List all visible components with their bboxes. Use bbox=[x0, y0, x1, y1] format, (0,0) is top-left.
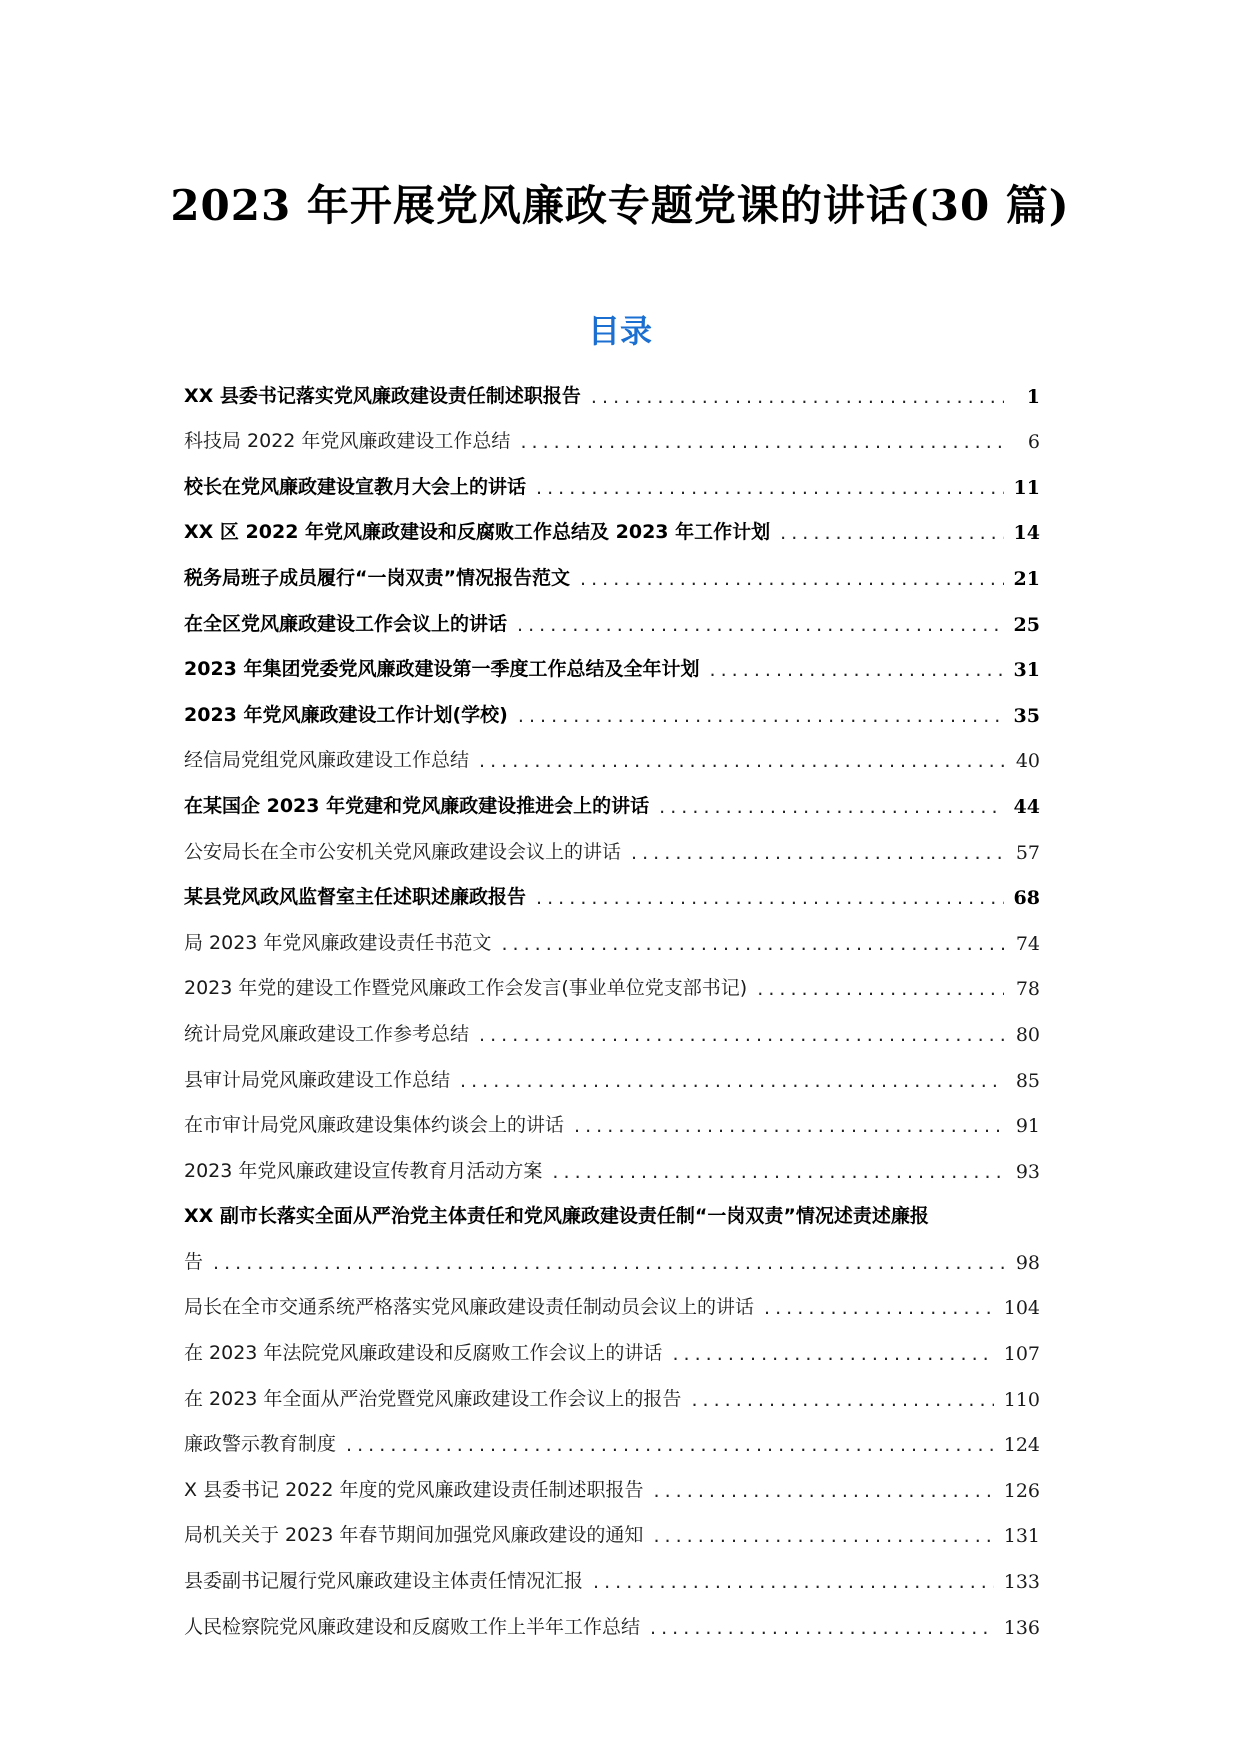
toc-leader-dots bbox=[764, 1297, 994, 1319]
toc-entry[interactable] bbox=[184, 1092, 1040, 1138]
toc-entry-title: 经信局党组党风廉政建设工作总结 bbox=[184, 749, 470, 772]
toc-entry[interactable] bbox=[184, 499, 1040, 545]
toc-page-number: 44 bbox=[1013, 795, 1040, 818]
toc-entry-title: 某县党风政风监督室主任述职述廉政报告 bbox=[184, 886, 527, 909]
toc-leader-dots bbox=[631, 842, 1004, 864]
toc-page-number: 133 bbox=[1003, 1571, 1040, 1594]
toc-page-number: 93 bbox=[1015, 1160, 1040, 1183]
toc-entry-title: 2023 年集团党委党风廉政建设第一季度工作总结及全年计划 bbox=[184, 658, 700, 681]
toc-page-number: 91 bbox=[1015, 1115, 1040, 1138]
toc-entry-title: 廉政警示教育制度 bbox=[184, 1433, 337, 1456]
toc-entry-title: 校长在党风廉政建设宣教月大会上的讲话 bbox=[184, 475, 527, 498]
toc-entry-title: 县委副书记履行党风廉政建设主体责任情况汇报 bbox=[184, 1570, 584, 1593]
toc-entry-title: 税务局班子成员履行“一岗双责”情况报告范文 bbox=[184, 566, 570, 589]
toc-entry[interactable] bbox=[184, 909, 1040, 955]
toc-entry-long-line1[interactable] bbox=[184, 1183, 1040, 1229]
toc-entry[interactable] bbox=[184, 864, 1040, 910]
toc-page-number: 68 bbox=[1013, 887, 1040, 910]
toc-entry[interactable] bbox=[184, 453, 1040, 499]
toc-page-number: 126 bbox=[1003, 1479, 1040, 1502]
toc-entry[interactable] bbox=[184, 1456, 1040, 1502]
toc-page-number: 14 bbox=[1013, 522, 1040, 545]
toc-leader-dots bbox=[593, 1571, 994, 1593]
toc-entry-title: 县审计局党风廉政建设工作总结 bbox=[184, 1068, 451, 1091]
toc-leader-dots bbox=[591, 386, 1004, 408]
document-title: 2023 年开展党风廉政专题党课的讲话(30 篇) bbox=[170, 181, 1070, 230]
toc-page-number: 110 bbox=[1003, 1388, 1040, 1411]
toc-entry-title: XX 副市长落实全面从严治党主体责任和党风廉政建设责任制“一岗双责”情况述责述廉报 bbox=[184, 1205, 929, 1228]
toc-entry-title: 在市审计局党风廉政建设集体约谈会上的讲话 bbox=[184, 1114, 565, 1137]
toc-page-number: 124 bbox=[1003, 1434, 1040, 1457]
toc-entry-title: 2023 年党风廉政建设工作计划(学校) bbox=[184, 703, 508, 726]
toc-entry[interactable] bbox=[184, 1274, 1040, 1320]
toc-page-number: 40 bbox=[1015, 750, 1040, 773]
toc-entry-title: 在 2023 年法院党风廉政建设和反腐败工作会议上的讲话 bbox=[184, 1342, 663, 1365]
toc-entry-title: 局机关关于 2023 年春节期间加强党风廉政建设的通知 bbox=[184, 1524, 644, 1547]
toc-leader-dots bbox=[580, 568, 1004, 590]
toc-leader-dots bbox=[501, 933, 1004, 955]
toc-entry-title: 在全区党风廉政建设工作会议上的讲话 bbox=[184, 612, 508, 635]
toc-leader-dots bbox=[520, 431, 1004, 453]
toc-page-number: 74 bbox=[1015, 932, 1040, 955]
toc-entry-title: X 县委书记 2022 年度的党风廉政建设责任制述职报告 bbox=[184, 1478, 644, 1501]
toc-entry-title: 公安局长在全市公安机关党风廉政建设会议上的讲话 bbox=[184, 840, 622, 863]
toc-page-number: 35 bbox=[1013, 704, 1040, 727]
toc-leader-dots bbox=[346, 1434, 994, 1456]
toc-leader-dots bbox=[710, 659, 1004, 681]
toc-entry-title: 在某国企 2023 年党建和党风廉政建设推进会上的讲话 bbox=[184, 794, 650, 817]
toc-leader-dots bbox=[213, 1252, 1004, 1274]
toc-page-number: 107 bbox=[1003, 1343, 1040, 1366]
toc-entry-title: 局长在全市交通系统严格落实党风廉政建设责任制动员会议上的讲话 bbox=[184, 1296, 755, 1319]
toc-page-number: 98 bbox=[1015, 1251, 1040, 1274]
toc-leader-dots bbox=[518, 705, 1004, 727]
toc-entry[interactable] bbox=[184, 636, 1040, 682]
toc-entry-title: 人民检察院党风廉政建设和反腐败工作上半年工作总结 bbox=[184, 1615, 641, 1638]
toc-heading: 目录 bbox=[587, 312, 652, 350]
toc-entry[interactable] bbox=[184, 590, 1040, 636]
toc-page-number: 25 bbox=[1013, 613, 1040, 636]
toc-entry-title: 统计局党风廉政建设工作参考总结 bbox=[184, 1022, 470, 1045]
toc-entry-title: XX 区 2022 年党风廉政建设和反腐败工作总结及 2023 年工作计划 bbox=[184, 521, 771, 544]
toc-entry[interactable] bbox=[184, 362, 1040, 408]
toc-entry-title: 科技局 2022 年党风廉政建设工作总结 bbox=[184, 430, 511, 453]
toc-page-number: 57 bbox=[1015, 841, 1040, 864]
table-of-contents bbox=[184, 362, 1040, 1639]
toc-entry[interactable] bbox=[184, 1547, 1040, 1593]
toc-leader-dots bbox=[654, 1480, 994, 1502]
toc-entry-title: 2023 年党风廉政建设宣传教育月活动方案 bbox=[184, 1159, 543, 1182]
toc-leader-dots bbox=[691, 1389, 993, 1411]
toc-entry[interactable] bbox=[184, 955, 1040, 1001]
toc-entry-title: 告 bbox=[184, 1250, 204, 1273]
toc-leader-dots bbox=[574, 1115, 1004, 1137]
toc-entry[interactable] bbox=[184, 727, 1040, 773]
toc-entry[interactable] bbox=[184, 1593, 1040, 1639]
toc-leader-dots bbox=[517, 614, 1004, 636]
toc-entry-title: 在 2023 年全面从严治党暨党风廉政建设工作会议上的报告 bbox=[184, 1387, 682, 1410]
toc-page-number: 21 bbox=[1013, 567, 1040, 590]
toc-page-number: 136 bbox=[1003, 1616, 1040, 1639]
toc-page-number: 1 bbox=[1026, 385, 1040, 408]
toc-page-number: 31 bbox=[1013, 659, 1040, 682]
toc-leader-dots bbox=[650, 1617, 994, 1639]
toc-entry[interactable] bbox=[184, 818, 1040, 864]
toc-leader-dots bbox=[536, 477, 1004, 499]
toc-page-number: 6 bbox=[1027, 431, 1040, 454]
toc-entry[interactable] bbox=[184, 544, 1040, 590]
toc-entry[interactable] bbox=[184, 1411, 1040, 1457]
toc-leader-dots bbox=[653, 1525, 993, 1547]
toc-entry[interactable] bbox=[184, 408, 1040, 454]
toc-entry[interactable] bbox=[184, 1000, 1040, 1046]
toc-leader-dots bbox=[460, 1070, 1004, 1092]
toc-entry[interactable] bbox=[184, 681, 1040, 727]
toc-leader-dots bbox=[536, 887, 1004, 909]
toc-leader-dots bbox=[672, 1343, 993, 1365]
toc-page-number: 131 bbox=[1003, 1525, 1040, 1548]
toc-leader-dots bbox=[780, 522, 1003, 544]
toc-entry[interactable] bbox=[184, 1319, 1040, 1365]
toc-entry[interactable] bbox=[184, 1046, 1040, 1092]
toc-leader-dots bbox=[552, 1161, 1004, 1183]
toc-entry[interactable] bbox=[184, 1365, 1040, 1411]
toc-entry[interactable] bbox=[184, 772, 1040, 818]
toc-entry-title: 局 2023 年党风廉政建设责任书范文 bbox=[184, 931, 492, 954]
toc-page-number: 85 bbox=[1015, 1069, 1040, 1092]
toc-page-number: 78 bbox=[1015, 978, 1040, 1001]
toc-leader-dots bbox=[479, 1024, 1004, 1046]
toc-entry[interactable] bbox=[184, 1228, 1040, 1274]
toc-entry-title: XX 县委书记落实党风廉政建设责任制述职报告 bbox=[184, 384, 581, 407]
toc-leader-dots bbox=[479, 750, 1004, 772]
toc-page-number: 80 bbox=[1015, 1023, 1040, 1046]
toc-page-number: 11 bbox=[1013, 476, 1040, 499]
toc-leader-dots bbox=[757, 978, 1004, 1000]
toc-entry-title: 2023 年党的建设工作暨党风廉政工作会发言(事业单位党支部书记) bbox=[184, 977, 748, 1000]
toc-entry[interactable] bbox=[184, 1502, 1040, 1548]
toc-leader-dots bbox=[659, 796, 1003, 818]
toc-page-number: 104 bbox=[1003, 1297, 1040, 1320]
toc-entry[interactable] bbox=[184, 1137, 1040, 1183]
